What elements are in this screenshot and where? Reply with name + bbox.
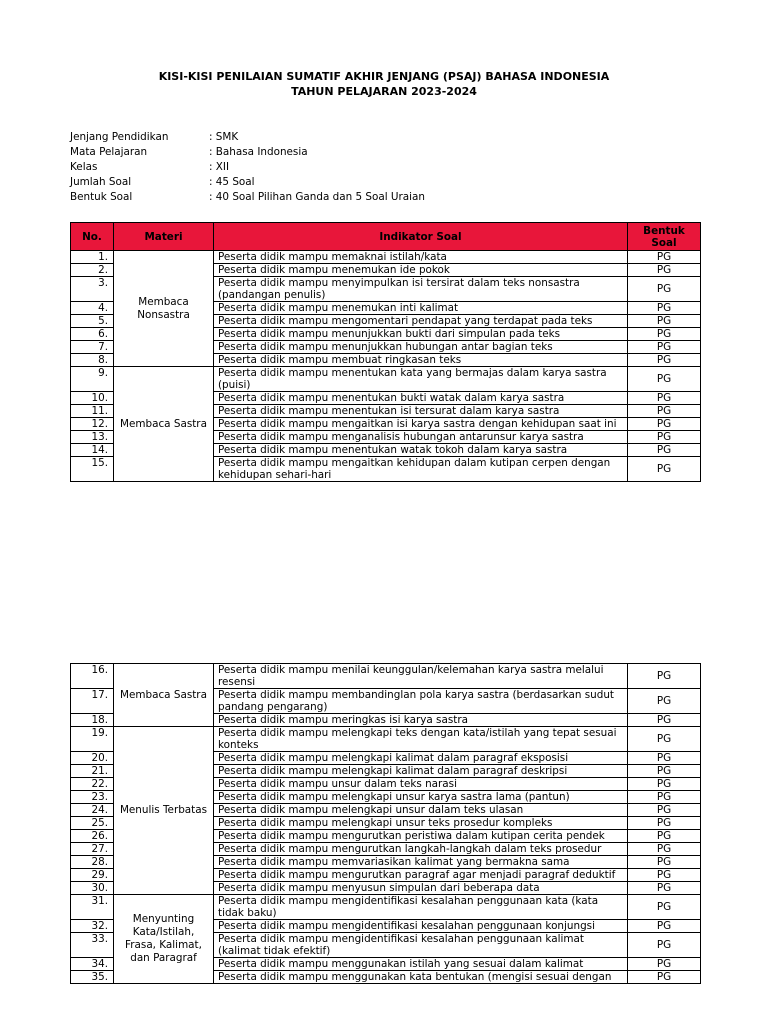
info-value: : Bahasa Indonesia: [209, 146, 308, 158]
row-bentuk: PG: [628, 367, 701, 392]
row-number: 21.: [71, 765, 114, 778]
document-title-line1: KISI-KISI PENILAIAN SUMATIF AKHIR JENJANG (PSAJ) BAHASA INDONESIA: [158, 70, 610, 83]
info-label: Jenjang Pendidikan: [70, 131, 169, 143]
indicator-table-part2: [70, 663, 701, 984]
row-number: 27.: [71, 843, 114, 856]
row-indikator: Peserta didik mampu menganalisis hubungan antarunsur karya sastra: [214, 431, 628, 444]
row-indikator: Peserta didik mampu menunjukkan bukti dari simpulan pada teks: [214, 328, 628, 341]
row-indikator: Peserta didik mampu melengkapi kalimat dalam paragraf eksposisi: [214, 752, 628, 765]
row-materi: Menulis Terbatas: [114, 727, 214, 895]
row-indikator: Peserta didik mampu menemukan inti kalimat: [214, 302, 628, 315]
header-bentuk: Bentuk Soal: [628, 223, 701, 251]
row-number: 23.: [71, 791, 114, 804]
row-bentuk: PG: [628, 895, 701, 920]
row-number: 8.: [71, 354, 114, 367]
row-indikator: Peserta didik mampu mengidentifikasi kesalahan penggunaan kalimat (kalimat tidak efektif): [214, 933, 628, 958]
row-indikator: Peserta didik mampu menyimpulkan isi tersirat dalam teks nonsastra (pandangan penulis): [214, 277, 628, 302]
row-indikator: Peserta didik mampu mengidentifikasi kesalahan penggunaan konjungsi: [214, 920, 628, 933]
row-indikator: Peserta didik mampu melengkapi kalimat dalam paragraf deskripsi: [214, 765, 628, 778]
row-indikator: Peserta didik mampu menentukan kata yang bermajas dalam karya sastra (puisi): [214, 367, 628, 392]
header-no: No.: [71, 223, 114, 251]
row-indikator: Peserta didik mampu mengurutkan paragraf agar menjadi paragraf deduktif: [214, 869, 628, 882]
row-bentuk: PG: [628, 341, 701, 354]
info-value: : XII: [209, 161, 230, 173]
row-indikator: Peserta didik mampu mengurutkan peristiwa dalam kutipan cerita pendek: [214, 830, 628, 843]
row-number: 4.: [71, 302, 114, 315]
row-indikator: Peserta didik mampu menentukan isi tersurat dalam karya sastra: [214, 405, 628, 418]
row-indikator: Peserta didik mampu menentukan bukti watak dalam karya sastra: [214, 392, 628, 405]
row-bentuk: PG: [628, 714, 701, 727]
info-label: Mata Pelajaran: [70, 146, 148, 158]
row-number: 35.: [71, 971, 114, 984]
info-label: Bentuk Soal: [70, 191, 133, 203]
row-materi: Membaca Nonsastra: [114, 251, 214, 367]
row-indikator: Peserta didik mampu unsur dalam teks narasi: [214, 778, 628, 791]
row-indikator: Peserta didik mampu menggunakan kata bentukan (mengisi sesuai dengan: [214, 971, 628, 984]
row-indikator: Peserta didik mampu membandinglan pola karya sastra (berdasarkan sudut pandang pengarang): [214, 689, 628, 714]
row-bentuk: PG: [628, 791, 701, 804]
row-bentuk: PG: [628, 869, 701, 882]
row-number: 22.: [71, 778, 114, 791]
row-indikator: Peserta didik mampu memvariasikan kalimat yang bermakna sama: [214, 856, 628, 869]
row-indikator: Peserta didik mampu mengurutkan langkah-langkah dalam teks prosedur: [214, 843, 628, 856]
row-indikator: Peserta didik mampu menentukan watak tokoh dalam karya sastra: [214, 444, 628, 457]
row-number: 13.: [71, 431, 114, 444]
info-row: [70, 145, 425, 160]
row-bentuk: PG: [628, 315, 701, 328]
row-number: 18.: [71, 714, 114, 727]
row-number: 31.: [71, 895, 114, 920]
row-indikator: Peserta didik mampu melengkapi teks dengan kata/istilah yang tepat sesuai konteks: [214, 727, 628, 752]
info-label: Kelas: [70, 161, 98, 173]
row-bentuk: PG: [628, 418, 701, 431]
row-bentuk: PG: [628, 251, 701, 264]
row-number: 32.: [71, 920, 114, 933]
row-indikator: Peserta didik mampu meringkas isi karya sastra: [214, 714, 628, 727]
row-number: 3.: [71, 277, 114, 302]
row-number: 1.: [71, 251, 114, 264]
row-indikator: Peserta didik mampu melengkapi unsur dalam teks ulasan: [214, 804, 628, 817]
row-number: 28.: [71, 856, 114, 869]
info-label: Jumlah Soal: [70, 176, 132, 188]
info-row: [70, 130, 425, 145]
row-indikator: Peserta didik mampu mengidentifikasi kesalahan penggunaan kata (kata tidak baku): [214, 895, 628, 920]
row-number: 16.: [71, 664, 114, 689]
document-title-line2: TAHUN PELAJARAN 2023-2024: [291, 85, 477, 98]
row-number: 33.: [71, 933, 114, 958]
row-number: 6.: [71, 328, 114, 341]
row-number: 30.: [71, 882, 114, 895]
row-indikator: Peserta didik mampu memaknai istilah/kata: [214, 251, 628, 264]
table-row: [71, 664, 701, 689]
row-indikator: Peserta didik mampu melengkapi unsur teks prosedur kompleks: [214, 817, 628, 830]
table-row: [71, 895, 701, 920]
row-number: 15.: [71, 457, 114, 482]
info-value: : 45 Soal: [209, 176, 255, 188]
row-indikator: Peserta didik mampu mengomentari pendapat yang terdapat pada teks: [214, 315, 628, 328]
row-bentuk: PG: [628, 277, 701, 302]
row-bentuk: PG: [628, 328, 701, 341]
row-indikator: Peserta didik mampu menggunakan istilah yang sesuai dalam kalimat: [214, 958, 628, 971]
row-number: 17.: [71, 689, 114, 714]
row-indikator: Peserta didik mampu membuat ringkasan teks: [214, 354, 628, 367]
row-indikator: Peserta didik mampu melengkapi unsur karya sastra lama (pantun): [214, 791, 628, 804]
row-number: 12.: [71, 418, 114, 431]
row-number: 10.: [71, 392, 114, 405]
row-bentuk: PG: [628, 765, 701, 778]
table-header-row: [71, 223, 701, 251]
row-bentuk: PG: [628, 405, 701, 418]
row-number: 24.: [71, 804, 114, 817]
row-bentuk: PG: [628, 354, 701, 367]
row-number: 7.: [71, 341, 114, 354]
row-bentuk: PG: [628, 392, 701, 405]
row-number: 25.: [71, 817, 114, 830]
info-row: [70, 190, 425, 205]
row-indikator: Peserta didik mampu menunjukkan hubungan antar bagian teks: [214, 341, 628, 354]
row-bentuk: PG: [628, 843, 701, 856]
row-number: 5.: [71, 315, 114, 328]
row-bentuk: PG: [628, 727, 701, 752]
row-bentuk: PG: [628, 920, 701, 933]
row-indikator: Peserta didik mampu mengaitkan kehidupan dalam kutipan cerpen dengan kehidupan sehari-hari: [214, 457, 628, 482]
row-number: 19.: [71, 727, 114, 752]
row-bentuk: PG: [628, 971, 701, 984]
row-bentuk: PG: [628, 444, 701, 457]
table-row: [71, 727, 701, 752]
row-indikator: Peserta didik mampu mengaitkan isi karya sastra dengan kehidupan saat ini: [214, 418, 628, 431]
row-indikator: Peserta didik mampu menyusun simpulan dari beberapa data: [214, 882, 628, 895]
row-bentuk: PG: [628, 752, 701, 765]
table-row: [71, 251, 701, 264]
row-bentuk: PG: [628, 457, 701, 482]
row-bentuk: PG: [628, 689, 701, 714]
row-bentuk: PG: [628, 882, 701, 895]
row-materi: Membaca Sastra: [114, 367, 214, 482]
row-bentuk: PG: [628, 817, 701, 830]
header-materi: Materi: [114, 223, 214, 251]
row-number: 14.: [71, 444, 114, 457]
row-bentuk: PG: [628, 778, 701, 791]
row-bentuk: PG: [628, 664, 701, 689]
row-number: 34.: [71, 958, 114, 971]
row-bentuk: PG: [628, 958, 701, 971]
row-indikator: Peserta didik mampu menilai keunggulan/kelemahan karya sastra melalui resensi: [214, 664, 628, 689]
row-materi: Membaca Sastra: [114, 664, 214, 727]
info-row: [70, 160, 425, 175]
row-number: 2.: [71, 264, 114, 277]
document-info: [70, 130, 425, 205]
table-row: [71, 367, 701, 392]
row-bentuk: PG: [628, 302, 701, 315]
row-number: 9.: [71, 367, 114, 392]
row-bentuk: PG: [628, 830, 701, 843]
row-bentuk: PG: [628, 933, 701, 958]
info-row: [70, 175, 425, 190]
row-materi: Menyunting Kata/Istilah, Frasa, Kalimat, dan Paragraf: [114, 895, 214, 984]
info-value: : 40 Soal Pilihan Ganda dan 5 Soal Uraian: [209, 191, 426, 203]
row-number: 26.: [71, 830, 114, 843]
row-indikator: Peserta didik mampu menemukan ide pokok: [214, 264, 628, 277]
row-bentuk: PG: [628, 264, 701, 277]
indicator-table-part1: [70, 222, 701, 482]
row-bentuk: PG: [628, 804, 701, 817]
row-bentuk: PG: [628, 856, 701, 869]
row-number: 11.: [71, 405, 114, 418]
row-number: 20.: [71, 752, 114, 765]
row-number: 29.: [71, 869, 114, 882]
row-bentuk: PG: [628, 431, 701, 444]
header-indikator: Indikator Soal: [214, 223, 628, 251]
info-value: : SMK: [209, 131, 239, 143]
